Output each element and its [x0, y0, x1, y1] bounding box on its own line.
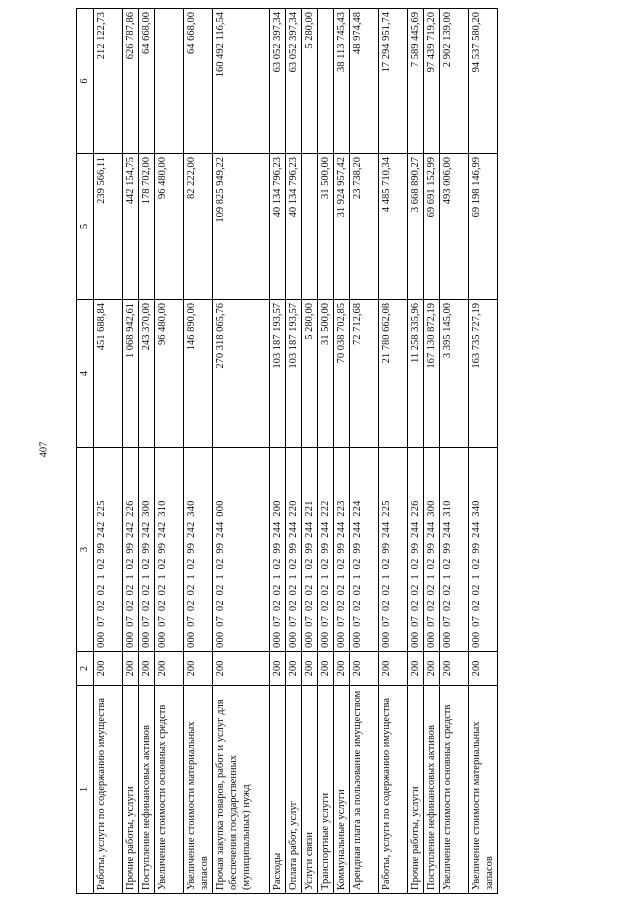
row-col2-cell: 200: [350, 652, 379, 686]
row-value-col6-cell: 97 439 719,20: [424, 9, 440, 154]
row-value-col4-cell: 103 187 193,57: [270, 300, 286, 448]
row-code-cell: 000 07 02 02 1 02 99 242 310: [155, 448, 184, 652]
row-value-col4-cell: 167 130 872,19: [424, 300, 440, 448]
row-code-cell: 000 07 02 02 1 02 99 244 222: [318, 448, 334, 652]
row-value-col4-cell: 270 318 065,76: [213, 300, 270, 448]
table-row: [350, 9, 379, 894]
row-name-cell: Увеличение стоимости основных средств: [155, 686, 184, 894]
row-col2-cell: 200: [318, 652, 334, 686]
row-col2-cell: 200: [155, 652, 184, 686]
table-row: [139, 9, 155, 894]
row-code-cell: 000 07 02 02 1 02 99 244 220: [286, 448, 302, 652]
row-code-cell: 000 07 02 02 1 02 99 242 226: [123, 448, 139, 652]
table-row: [123, 9, 139, 894]
row-value-col4-cell: 21 780 662,08: [379, 300, 408, 448]
row-value-col5-cell: 4 485 710,34: [379, 154, 408, 300]
row-value-col6-cell: 212 122,73: [94, 9, 123, 154]
table-row: [334, 9, 350, 894]
table-row: [408, 9, 424, 894]
row-col2-cell: 200: [139, 652, 155, 686]
row-col2-cell: 200: [440, 652, 469, 686]
row-code-cell: 000 07 02 02 1 02 99 242 340: [184, 448, 213, 652]
row-value-col6-cell: 94 537 580,20: [469, 9, 498, 154]
row-value-col6-cell: 63 052 397,34: [270, 9, 286, 154]
row-code-cell: 000 07 02 02 1 02 99 244 200: [270, 448, 286, 652]
row-value-col5-cell: 31 500,00: [318, 154, 334, 300]
table-row: [213, 9, 270, 894]
row-code-cell: 000 07 02 02 1 02 99 244 340: [469, 448, 498, 652]
row-value-col6-cell: 38 113 745,43: [334, 9, 350, 154]
row-code-cell: 000 07 02 02 1 02 99 244 224: [350, 448, 379, 652]
row-value-col5-cell: 239 566,11: [94, 154, 123, 300]
row-value-col5-cell: 69 691 152,99: [424, 154, 440, 300]
row-value-col6-cell: 5 280,00: [302, 9, 318, 154]
row-value-col6-cell: 48 974,48: [350, 9, 379, 154]
row-value-col5-cell: 40 134 796,23: [286, 154, 302, 300]
row-col2-cell: 200: [302, 652, 318, 686]
row-value-col4-cell: 1 068 942,61: [123, 300, 139, 448]
row-value-col6-cell: 64 668,00: [139, 9, 155, 154]
row-value-col4-cell: 70 038 702,85: [334, 300, 350, 448]
row-value-col5-cell: 23 738,20: [350, 154, 379, 300]
row-value-col5-cell: 40 134 796,23: [270, 154, 286, 300]
row-col2-cell: 200: [94, 652, 123, 686]
budget-table: [76, 8, 498, 894]
header-cell: 5: [77, 154, 94, 300]
row-col2-cell: 200: [469, 652, 498, 686]
row-name-cell: Поступление нефинансовых активов: [139, 686, 155, 894]
table-row: [469, 9, 498, 894]
row-value-col4-cell: 96 480,00: [155, 300, 184, 448]
row-col2-cell: 200: [213, 652, 270, 686]
row-code-cell: 000 07 02 02 1 02 99 242 225: [94, 448, 123, 652]
row-value-col6-cell: [155, 9, 184, 154]
row-value-col6-cell: 160 492 116,54: [213, 9, 270, 154]
row-code-cell: 000 07 02 02 1 02 99 244 225: [379, 448, 408, 652]
row-col2-cell: 200: [286, 652, 302, 686]
row-code-cell: 000 07 02 02 1 02 99 244 310: [440, 448, 469, 652]
row-code-cell: 000 07 02 02 1 02 99 242 300: [139, 448, 155, 652]
row-name-cell: Расходы: [270, 686, 286, 894]
table-row: [270, 9, 286, 894]
row-name-cell: Увеличение стоимости материальных запасов: [184, 686, 213, 894]
row-value-col4-cell: 103 187 193,57: [286, 300, 302, 448]
row-value-col5-cell: 82 222,00: [184, 154, 213, 300]
row-value-col5-cell: 442 154,75: [123, 154, 139, 300]
row-name-cell: Поступление нефинансовых активов: [424, 686, 440, 894]
row-col2-cell: 200: [424, 652, 440, 686]
row-value-col5-cell: 493 006,00: [440, 154, 469, 300]
table-row: [184, 9, 213, 894]
row-value-col5-cell: 178 702,00: [139, 154, 155, 300]
row-value-col6-cell: 17 294 951,74: [379, 9, 408, 154]
row-name-cell: Прочие работы, услуги: [408, 686, 424, 894]
row-name-cell: Работы, услуги по содержанию имущества: [379, 686, 408, 894]
row-name-cell: Прочие работы, услуги: [123, 686, 139, 894]
row-value-col5-cell: 3 668 890,27: [408, 154, 424, 300]
header-cell: 4: [77, 300, 94, 448]
table-row: [155, 9, 184, 894]
row-name-cell: Увеличение стоимости основных средств: [440, 686, 469, 894]
row-col2-cell: 200: [379, 652, 408, 686]
row-value-col4-cell: 146 890,00: [184, 300, 213, 448]
row-code-cell: 000 07 02 02 1 02 99 244 000: [213, 448, 270, 652]
row-name-cell: Арендная плата за пользование имуществом: [350, 686, 379, 894]
row-col2-cell: 200: [123, 652, 139, 686]
row-value-col6-cell: 63 052 397,34: [286, 9, 302, 154]
row-value-col4-cell: 3 395 145,00: [440, 300, 469, 448]
row-value-col6-cell: 626 787,86: [123, 9, 139, 154]
row-code-cell: 000 07 02 02 1 02 99 244 223: [334, 448, 350, 652]
row-value-col4-cell: 11 258 335,96: [408, 300, 424, 448]
row-value-col5-cell: [302, 154, 318, 300]
row-value-col5-cell: 96 480,00: [155, 154, 184, 300]
row-value-col5-cell: 69 198 146,99: [469, 154, 498, 300]
row-col2-cell: 200: [334, 652, 350, 686]
row-value-col4-cell: 451 688,84: [94, 300, 123, 448]
row-value-col6-cell: 7 589 445,69: [408, 9, 424, 154]
page-number: 407: [38, 441, 50, 458]
row-value-col4-cell: 72 712,68: [350, 300, 379, 448]
row-name-cell: Транспортные услуги: [318, 686, 334, 894]
table-row: [440, 9, 469, 894]
header-cell: 6: [77, 9, 94, 154]
row-value-col5-cell: 31 924 957,42: [334, 154, 350, 300]
rotated-table-wrapper: [76, 9, 600, 894]
row-code-cell: 000 07 02 02 1 02 99 244 300: [424, 448, 440, 652]
table-row: [424, 9, 440, 894]
row-col2-cell: 200: [184, 652, 213, 686]
header-row: [77, 9, 94, 894]
row-value-col5-cell: 109 825 949,22: [213, 154, 270, 300]
table-row: [302, 9, 318, 894]
row-name-cell: Увеличение стоимости материальных запасов: [469, 686, 498, 894]
row-value-col4-cell: 31 500,00: [318, 300, 334, 448]
row-name-cell: Прочая закупка товаров, работ и услуг для обеспечения государственных (муниципальных) нужд: [213, 686, 270, 894]
table-row: [94, 9, 123, 894]
row-code-cell: 000 07 02 02 1 02 99 244 226: [408, 448, 424, 652]
row-code-cell: 000 07 02 02 1 02 99 244 221: [302, 448, 318, 652]
header-cell: 3: [77, 448, 94, 652]
row-value-col4-cell: 163 735 727,19: [469, 300, 498, 448]
table-row: [286, 9, 302, 894]
row-name-cell: Работы, услуги по содержанию имущества: [94, 686, 123, 894]
row-value-col6-cell: 64 668,00: [184, 9, 213, 154]
row-value-col6-cell: [318, 9, 334, 154]
row-name-cell: Оплата работ, услуг: [286, 686, 302, 894]
table-row: [379, 9, 408, 894]
row-name-cell: Коммунальные услуги: [334, 686, 350, 894]
header-cell: 1: [77, 686, 94, 894]
row-value-col4-cell: 5 280,00: [302, 300, 318, 448]
header-cell: 2: [77, 652, 94, 686]
row-value-col6-cell: 2 902 139,00: [440, 9, 469, 154]
row-col2-cell: 200: [270, 652, 286, 686]
row-name-cell: Услуги связи: [302, 686, 318, 894]
row-col2-cell: 200: [408, 652, 424, 686]
row-value-col4-cell: 243 370,00: [139, 300, 155, 448]
table-row: [318, 9, 334, 894]
